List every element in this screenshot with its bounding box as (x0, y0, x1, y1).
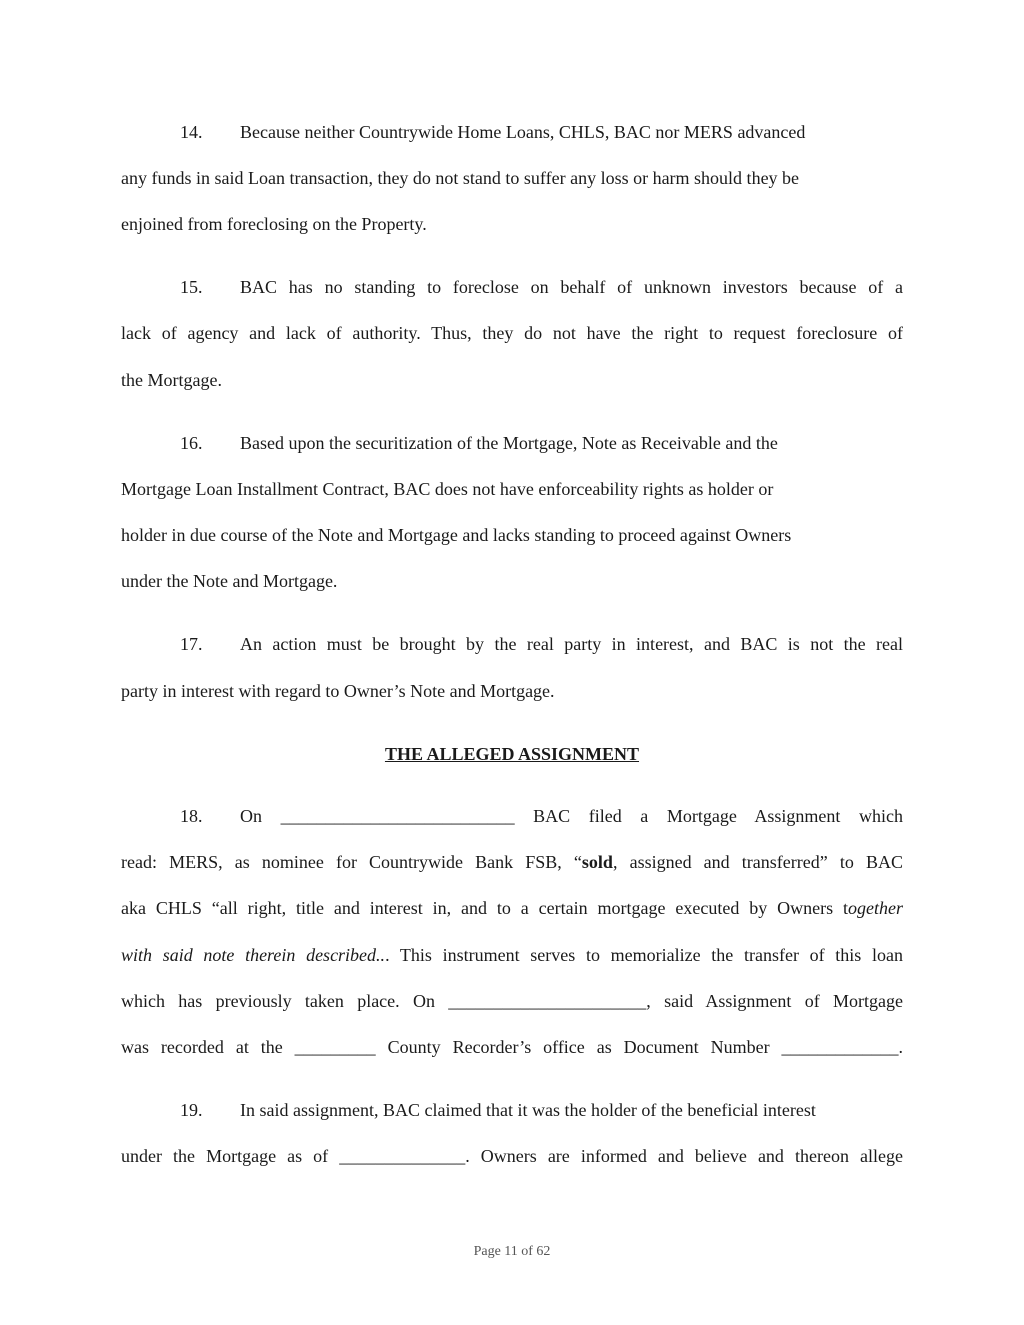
paragraph-16-line-1 (121, 432, 903, 454)
paragraph-16-line-2: Mortgage Loan Installment Contract, BAC does not have enforceability rights as holder or (121, 479, 774, 499)
paragraph-19-line-2: under the Mortgage as of ______________. Owners are informed and believe and thereon allege (121, 1146, 903, 1166)
paragraph-18-line-5: which has previously taken place. On ______________________, said Assignment of Mortgage (121, 991, 903, 1011)
italic-segment: with said note therein described.. (121, 945, 386, 965)
paragraph-number: 18. (180, 806, 203, 826)
text-segment: . This instrument serves to memorialize the transfer of this loan (385, 945, 903, 965)
paragraph-15-line-1 (121, 276, 903, 298)
paragraph-17-line-1 (121, 633, 903, 655)
paragraph-18-line-1 (121, 805, 903, 827)
paragraph-18-line-4 (121, 944, 903, 966)
section-heading: THE ALLEGED ASSIGNMENT (384, 744, 640, 764)
paragraph-15-line-3: the Mortgage. (121, 370, 222, 390)
paragraph-18-line-2 (121, 851, 903, 873)
text-segment: read: MERS, as nominee for Countrywide Bank FSB, “ (121, 852, 582, 872)
paragraph-number: 14. (180, 122, 203, 142)
paragraph-14-line-2: any funds in said Loan transaction, they do not stand to suffer any loss or harm should they be (121, 168, 800, 188)
paragraph-19-line-1 (121, 1099, 903, 1121)
bold-word: sold (581, 852, 613, 872)
paragraph-14-line-1 (121, 121, 903, 143)
paragraph-text: Based upon the securitization of the Mortgage, Note as Receivable and the (240, 433, 778, 453)
paragraph-number: 15. (180, 277, 203, 297)
paragraph-text: In said assignment, BAC claimed that it was the holder of the beneficial interest (240, 1100, 816, 1120)
paragraph-18-line-6: was recorded at the _________ County Recorder’s office as Document Number _____________. (121, 1037, 903, 1057)
paragraph-15-line-2: lack of agency and lack of authority. Thus, they do not have the right to request foreclosure of (121, 323, 903, 343)
text-segment: , assigned and transferred” to BAC (612, 852, 903, 872)
text-segment: aka CHLS “all right, title and interest in, and to a certain mortgage executed by Owners t (121, 898, 849, 918)
paragraph-text: An action must be brought by the real party in interest, and BAC is not the real (240, 634, 903, 654)
paragraph-number: 16. (180, 433, 203, 453)
paragraph-16-line-3: holder in due course of the Note and Mortgage and lacks standing to proceed against Owners (121, 525, 792, 545)
paragraph-number: 19. (180, 1100, 203, 1120)
paragraph-18-line-3 (121, 897, 903, 919)
paragraph-16-line-4: under the Note and Mortgage. (121, 571, 338, 591)
paragraph-text: Because neither Countrywide Home Loans, CHLS, BAC nor MERS advanced (240, 122, 806, 142)
paragraph-text: On __________________________ BAC filed a Mortgage Assignment which (240, 806, 903, 826)
paragraph-17-line-2: party in interest with regard to Owner’s Note and Mortgage. (121, 681, 555, 701)
page-number-footer: Page 11 of 62 (473, 1244, 551, 1259)
paragraph-text: BAC has no standing to foreclose on behalf of unknown investors because of a (240, 277, 903, 297)
italic-segment: ogether (848, 898, 903, 918)
paragraph-14-line-3: enjoined from foreclosing on the Property. (121, 214, 427, 234)
paragraph-number: 17. (180, 634, 203, 654)
